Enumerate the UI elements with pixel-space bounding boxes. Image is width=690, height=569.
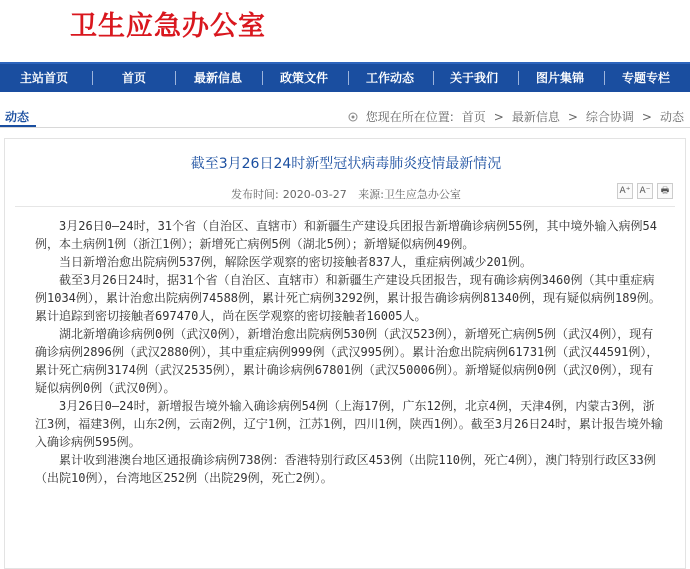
breadcrumb-bar bbox=[0, 92, 690, 130]
date-label: 发布时间: bbox=[231, 188, 279, 201]
site-logo[interactable]: 卫生应急办公室 bbox=[70, 11, 266, 42]
header bbox=[0, 0, 690, 62]
article-body bbox=[35, 217, 665, 487]
breadcrumb-prefix: 您现在所在位置: bbox=[365, 110, 454, 124]
divider bbox=[0, 127, 690, 128]
breadcrumb-item-news[interactable]: 动态 bbox=[659, 110, 684, 124]
nav-separator bbox=[604, 71, 605, 85]
breadcrumb-item-latest[interactable]: 最新信息 bbox=[511, 110, 560, 124]
publish-date: 2020-03-27 bbox=[282, 188, 347, 201]
nav-separator bbox=[348, 71, 349, 85]
divider bbox=[15, 206, 675, 207]
article-title: 截至3月26日24时新型冠状病毒肺炎疫情最新情况 bbox=[190, 156, 502, 172]
breadcrumb bbox=[348, 108, 684, 125]
paragraph: 累计收到港澳台地区通报确诊病例738例：香港特别行政区453例（出院110例，死亡4例），澳门特别行政区33例（出院10例），台湾地区252例（出院29例，死亡2例）。 bbox=[35, 453, 656, 485]
breadcrumb-item-coordination[interactable]: 综合协调 bbox=[585, 110, 634, 124]
main-nav bbox=[0, 62, 690, 92]
nav-separator bbox=[262, 71, 263, 85]
nav-item-policy[interactable]: 政策文件 bbox=[279, 71, 328, 85]
article-card bbox=[4, 138, 686, 569]
paragraph: 3月26日0—24时，31个省（自治区、直辖市）和新疆生产建设兵团报告新增确诊病例55例，其中境外输入病例54例，本土病例1例（浙江1例）；新增死亡病例5例（湖北5例）；新增疑似病例49例。 bbox=[35, 219, 657, 251]
section-title: 动态 bbox=[5, 110, 30, 124]
paragraph: 湖北新增确诊病例0例（武汉0例），新增治愈出院病例530例（武汉523例），新增死亡病例5例（武汉4例），现有确诊病例2896例（武汉2880例），其中重症病例999例（武汉995例）。累计治愈出院病例61731例（武汉44591例），累计死亡病例3174例（武汉2535例），累计确诊病例67801例（武汉50006例）。新增疑似病例0例（武汉0例），现有疑似病例0例（武汉0例）。 bbox=[35, 327, 659, 395]
source-label: 来源: bbox=[358, 188, 384, 201]
paragraph: 截至3月26日24时，据31个省（自治区、直辖市）和新疆生产建设兵团报告，现有确诊病例3460例（其中重症病例1034例），累计治愈出院病例74588例，累计死亡病例3292例，累计报告确诊病例81340例，现有疑似病例189例。累计追踪到密切接触者697470人，尚在医学观察的密切接触者16005人。 bbox=[35, 273, 661, 323]
article-tools bbox=[617, 183, 673, 199]
nav-item-home[interactable]: 首页 bbox=[121, 71, 146, 85]
nav-item-work-news[interactable]: 工作动态 bbox=[365, 71, 414, 85]
nav-separator bbox=[92, 71, 93, 85]
nav-item-topics[interactable]: 专题专栏 bbox=[621, 71, 670, 85]
nav-item-latest[interactable]: 最新信息 bbox=[193, 71, 242, 85]
breadcrumb-separator: > bbox=[567, 109, 578, 124]
print-icon[interactable]: 🖶 bbox=[657, 183, 673, 199]
paragraph: 当日新增治愈出院病例537例，解除医学观察的密切接触者837人，重症病例减少201例。 bbox=[59, 255, 533, 269]
article-source: 卫生应急办公室 bbox=[383, 188, 461, 201]
font-increase-icon[interactable]: A⁺ bbox=[617, 183, 633, 199]
nav-item-main-site[interactable]: 主站首页 bbox=[19, 71, 68, 85]
nav-item-about[interactable]: 关于我们 bbox=[449, 71, 498, 85]
location-icon bbox=[348, 112, 358, 122]
font-decrease-icon[interactable]: A⁻ bbox=[637, 183, 653, 199]
breadcrumb-item-home[interactable]: 首页 bbox=[461, 110, 486, 124]
nav-separator bbox=[433, 71, 434, 85]
nav-item-gallery[interactable]: 图片集锦 bbox=[535, 71, 584, 85]
breadcrumb-separator: > bbox=[641, 109, 652, 124]
breadcrumb-separator: > bbox=[493, 109, 504, 124]
article-meta bbox=[5, 186, 687, 202]
nav-separator bbox=[518, 71, 519, 85]
paragraph: 3月26日0—24时，新增报告境外输入确诊病例54例（上海17例，广东12例，北京4例，天津4例，内蒙古3例，浙江3例，福建3例，山东2例，云南2例，辽宁1例，江苏1例，四川1例，陕西1例）。截至3月26日24时，累计报告境外输入确诊病例595例。 bbox=[35, 399, 663, 449]
nav-separator bbox=[175, 71, 176, 85]
